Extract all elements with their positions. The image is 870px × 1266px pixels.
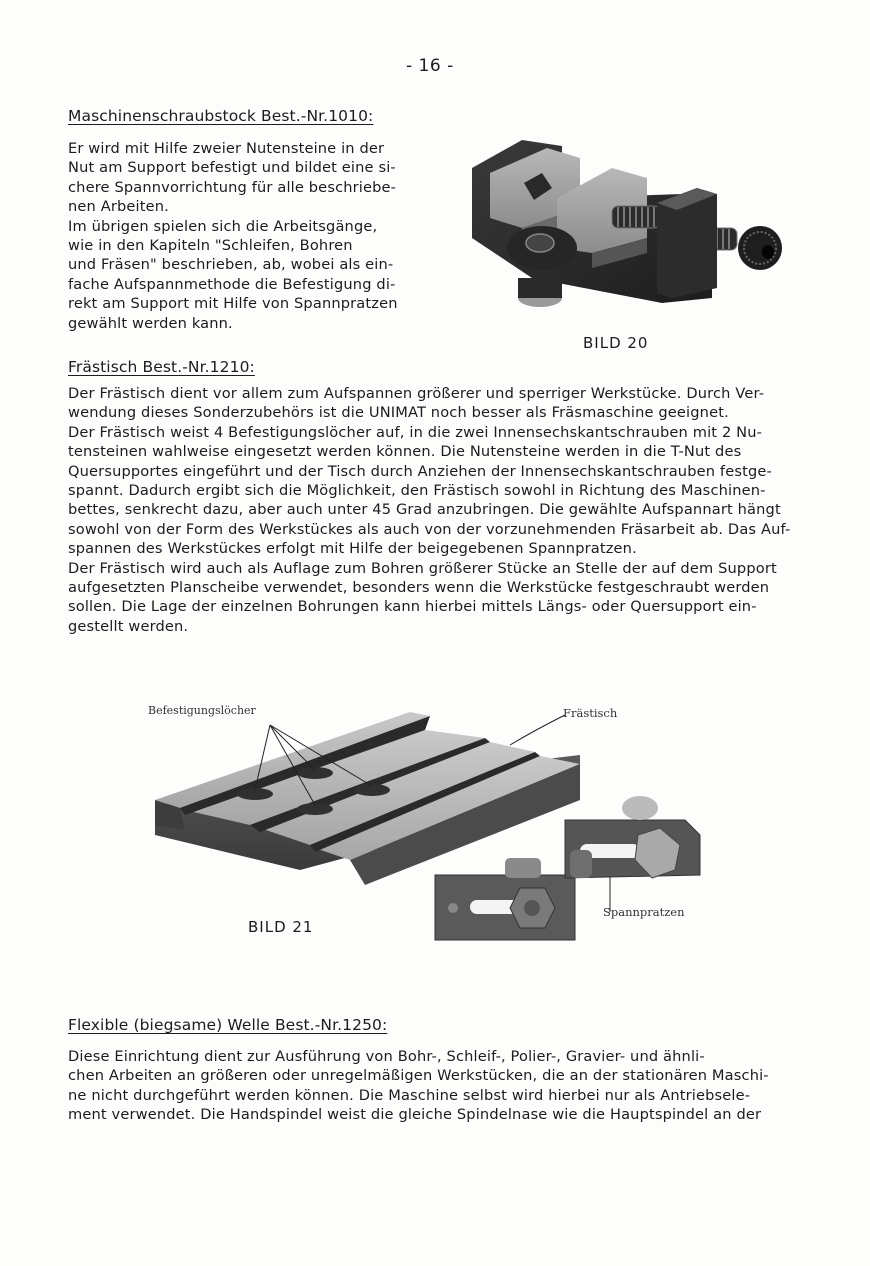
text-line: Quersupportes eingeführt und der Tisch durch Anziehen der Innensechskantschrauben festge- xyxy=(68,462,772,480)
page-number: - 16 - xyxy=(406,56,454,76)
text-line: gestellt werden. xyxy=(68,617,189,635)
text-line: Der Frästisch wird auch als Auflage zum Bohren größerer Stücke an Stelle der auf dem Support xyxy=(68,559,777,577)
machine-vise-photo xyxy=(462,128,792,318)
heading-milling-table: Frästisch Best.-Nr.1210: xyxy=(68,358,255,376)
text-line: Im übrigen spielen sich die Arbeitsgänge, xyxy=(68,217,378,235)
text-line: Er wird mit Hilfe zweier Nutensteine in der xyxy=(68,140,385,157)
text-line: Nut am Support befestigt und bildet eine si- xyxy=(68,159,396,177)
text-line: Diese Einrichtung dient zur Ausführung von Bohr-, Schleif-, Polier-, Gravier- und ähnli- xyxy=(68,1048,705,1065)
figure-caption-bild-20: BILD 20 xyxy=(583,334,649,352)
text-line: rekt am Support mit Hilfe von Spannpratzen xyxy=(68,295,398,313)
text-line: gewählt werden kann. xyxy=(68,314,233,332)
text-line: chen Arbeiten an größeren oder unregelmäßigen Werkstücken, die an der stationären Maschi- xyxy=(68,1067,769,1085)
text-line: sollen. Die Lage der einzelnen Bohrungen kann hierbei mittels Längs- oder Quersupport ein- xyxy=(68,598,757,616)
text-line: chere Spannvorrichtung für alle beschriebe- xyxy=(68,178,397,196)
text-line: sowohl von der Form des Werkstückes als auch von der vorzunehmenden Fräsarbeit ab. Das Auf- xyxy=(68,520,791,538)
text-line: Der Frästisch dient vor allem zum Aufspannen größerer und sperriger Werkstücke. Durch Ver- xyxy=(68,385,765,402)
text-line: bettes, senkrecht dazu, aber auch unter 45 Grad anzubringen. Die gewählte Aufspannart hängt xyxy=(68,501,781,519)
text-line: ne nicht durchgeführt werden können. Die Maschine selbst wird hierbei nur als Antriebsele- xyxy=(68,1086,751,1104)
text-line: wendung dieses Sonderzubehörs ist die UNIMAT noch besser als Fräsmaschine geeignet. xyxy=(68,404,729,422)
text-line: nen Arbeiten. xyxy=(68,198,169,216)
figure-caption-bild-21: BILD 21 xyxy=(248,918,314,936)
label-spannpratzen: Spannpratzen xyxy=(603,905,685,919)
heading-flexible-shaft: Flexible (biegsame) Welle Best.-Nr.1250: xyxy=(68,1016,388,1034)
paragraph-flexible-shaft xyxy=(68,1047,769,1125)
paragraph-vise xyxy=(68,139,398,333)
label-befestigungsloecher: Befestigungslöcher xyxy=(148,704,256,717)
text-line: spannt. Dadurch ergibt sich die Möglichkeit, den Frästisch sowohl in Richtung des Maschinen- xyxy=(68,482,766,500)
text-line: tensteinen wahlweise eingesetzt werden können. Die Nutensteine werden in die T-Nut des xyxy=(68,443,742,461)
text-line: und Fräsen" beschrieben, ab, wobei als ein- xyxy=(68,256,394,274)
text-line: wie in den Kapiteln "Schleifen, Bohren xyxy=(68,237,353,255)
paragraph-milling-table xyxy=(68,384,790,636)
text-line: fache Aufspannmethode die Befestigung di- xyxy=(68,275,396,293)
heading-vise: Maschinenschraubstock Best.-Nr.1010: xyxy=(68,107,374,125)
text-line: aufgesetzten Planscheibe verwendet, besonders wenn die Werkstücke festgeschraubt werden xyxy=(68,579,770,597)
text-line: ment verwendet. Die Handspindel weist die gleiche Spindelnase wie die Hauptspindel an der xyxy=(68,1106,762,1124)
text-line: spannen des Werkstückes erfolgt mit Hilfe der beigegebenen Spannpratzen. xyxy=(68,540,637,558)
label-fraestisch: Frästisch xyxy=(563,706,618,720)
text-line: Der Frästisch weist 4 Befestigungslöcher auf, in die zwei Innensechskantschrauben mit 2 Nu- xyxy=(68,423,763,441)
